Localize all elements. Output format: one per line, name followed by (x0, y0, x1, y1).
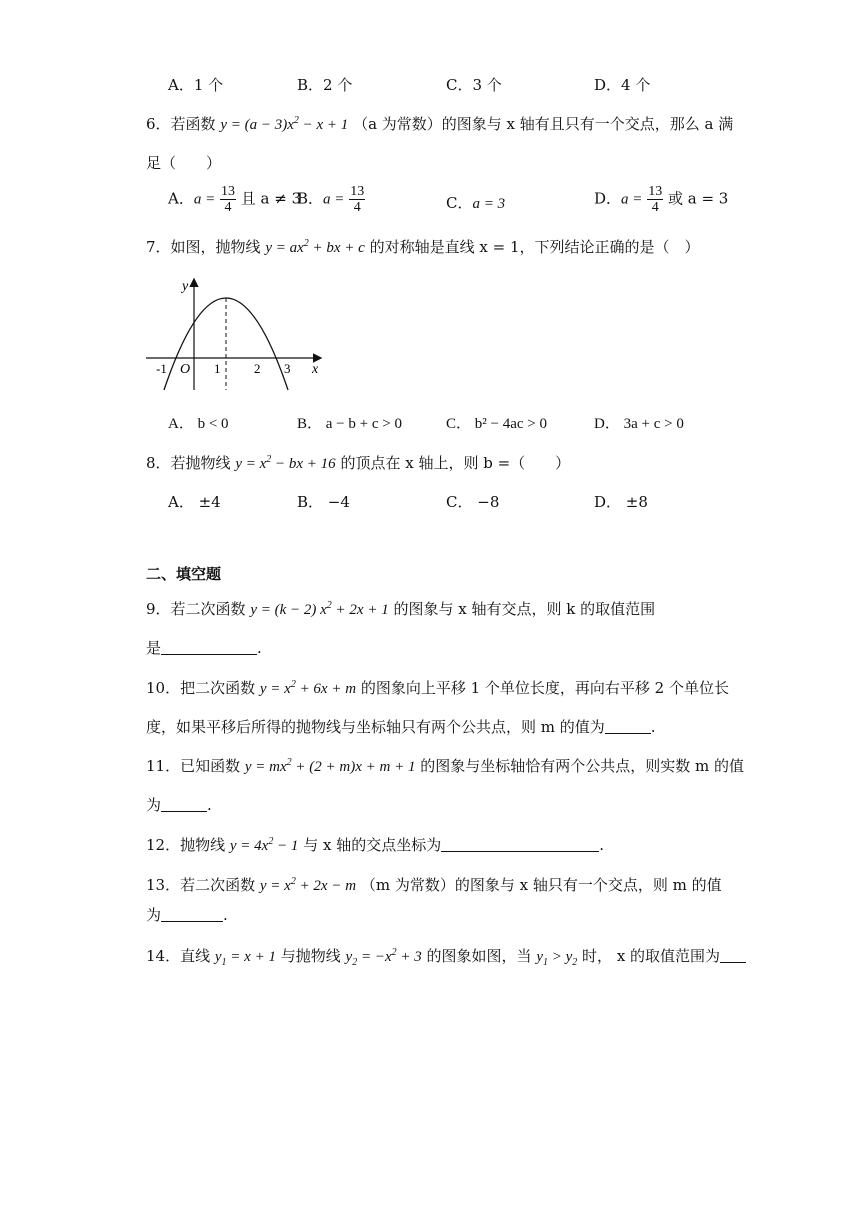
q9-answer-blank[interactable] (161, 640, 257, 655)
q12-stem: 12．抛物线 $y = 4x^2 - 1$ 与 x 轴的交点坐标为 . (146, 836, 604, 854)
q7-formula: $y = ax^2$ + bx + c (265, 238, 365, 256)
q5-option-c: C．3 个 (446, 76, 502, 94)
q9-suffix: 的图象与 x 轴有交点，则 k 的取值范围 (393, 600, 656, 618)
q6-option-a-condition: 且 a ≠ 3 (240, 189, 302, 208)
q6-option-d: D．a = $\frac{13}{4}$ 或 a = 3 (594, 184, 729, 215)
q14-stem (146, 945, 746, 968)
q8-option-a: A． ±4 (168, 493, 221, 511)
q13-stem-line2: 为 . (146, 906, 228, 924)
q8-option-d: D． ±8 (594, 493, 648, 511)
q6-suffix: （a 为常数）的图象与 x 轴有且只有一个交点，那么 a 满 (353, 115, 734, 133)
q11-line2-text: 为 (146, 796, 162, 814)
q10-prefix: 10．把二次函数 (146, 679, 256, 697)
q6-option-c (446, 192, 505, 213)
q6-option-a-label: A． (168, 189, 194, 208)
q9-stem-line1 (146, 598, 655, 619)
q14-suffix: 时， x 的取值范围为 (582, 947, 721, 965)
q14-mid2: 的图象如图，当 (426, 947, 532, 965)
q13-formula: $y = x^2 + 2x - m$ (259, 876, 357, 894)
graph-tick-1: 1 (214, 361, 221, 376)
q6-option-b-fraction: $\frac{13}{4}$ (350, 184, 365, 215)
q10-answer-blank[interactable] (605, 719, 651, 734)
q6-option-d-label: D． (594, 189, 622, 208)
q12-answer-blank[interactable] (441, 837, 599, 852)
q13-line2-text: 为 (146, 906, 162, 924)
q14-condition: $y_1 > y_2$ (536, 949, 578, 968)
q8-prefix: 8．若抛物线 (146, 454, 231, 472)
q6-option-b-label: B． (297, 189, 324, 208)
q7-prefix: 7．如图，抛物线 (146, 238, 261, 256)
q14-mid: 与抛物线 (280, 947, 341, 965)
q6-formula: $y = (a - 3)x^2 - x + 1$ (220, 115, 349, 133)
q13-suffix: （m 为常数）的图象与 x 轴只有一个交点，则 m 的值 (360, 876, 722, 894)
q7-option-a: A． b < 0 (168, 416, 229, 432)
q6-option-a-fraction: $\frac{13}{4}$ (221, 184, 235, 215)
q11-formula: $y = mx^2 + (2 + m)x + m + 1$ (244, 757, 416, 775)
q11-stem-line1 (146, 755, 744, 776)
q10-suffix: 的图象向上平移 1 个单位长度，再向右平移 2 个单位长 (360, 679, 729, 697)
q14-answer-blank[interactable] (720, 948, 746, 963)
q13-prefix: 13．若二次函数 (146, 876, 256, 894)
q10-line2-text: 度，如果平移后所得的抛物线与坐标轴只有两个公共点，则 m 的值为 (146, 718, 605, 736)
q12-prefix: 12．抛物线 (146, 836, 226, 854)
graph-origin-label: O (180, 362, 191, 377)
q9-line2-text: 是 (146, 639, 162, 657)
q5-option-d: D．4 个 (594, 76, 651, 94)
q7-stem (146, 236, 700, 257)
q8-option-c: C． −8 (446, 493, 500, 511)
section-title: 二、填空题 (146, 565, 222, 583)
q6-prefix: 6．若函数 (146, 115, 216, 133)
q14-formula-parabola: $y_2 = -x^2 + 3$ (345, 947, 422, 968)
q7-parabola-graph (140, 272, 340, 397)
q8-stem (146, 452, 570, 473)
q7-suffix: 的对称轴是直线 x = 1，下列结论正确的是（ ） (369, 238, 700, 256)
q8-option-b: B． −4 (297, 493, 350, 511)
graph-tick-2: 2 (254, 361, 261, 376)
q10-stem-line2: 度，如果平移后所得的抛物线与坐标轴只有两个公共点，则 m 的值为 . (146, 718, 656, 736)
q7-option-d: D． 3a + c > 0 (594, 416, 684, 432)
q12-suffix: 与 x 轴的交点坐标为 (303, 836, 442, 854)
q6-stem-line2: 足（ ） (146, 154, 222, 172)
q14-formula-line: $y_1 = x + 1$ (214, 949, 276, 968)
q5-option-b: B．2 个 (297, 76, 353, 94)
q5-option-a: A．1 个 (168, 76, 224, 94)
q13-answer-blank[interactable] (161, 907, 223, 922)
graph-tick-minus1: -1 (156, 361, 167, 376)
q11-suffix: 的图象与坐标轴恰有两个公共点，则实数 m 的值 (420, 757, 745, 775)
q11-prefix: 11．已知函数 (146, 757, 241, 775)
q7-option-b: B． a − b + c > 0 (297, 416, 402, 432)
q10-stem-line1 (146, 677, 729, 698)
q6-stem-line1 (146, 113, 733, 134)
q11-stem-line2: 为 . (146, 796, 212, 814)
q12-formula: $y = 4x^2 - 1$ (229, 836, 299, 854)
q7-option-c: C． b² − 4ac > 0 (446, 416, 547, 432)
q9-formula: y = (k − 2) $x^2 + 2x + 1$ (250, 600, 389, 618)
q6-option-d-fraction: $\frac{13}{4}$ (648, 184, 663, 215)
q13-stem-line1 (146, 874, 722, 895)
q11-answer-blank[interactable] (161, 797, 207, 812)
q6-option-b: B．a = $\frac{13}{4}$ (297, 184, 365, 215)
q6-option-d-tail: 或 a = 3 (667, 189, 729, 208)
q8-formula: $y = x^2$ − bx + 16 (235, 454, 336, 472)
graph-x-label: x (312, 362, 319, 377)
q6-option-c-label: C． (446, 194, 473, 212)
q8-suffix: 的顶点在 x 轴上，则 b =（ ） (340, 454, 571, 472)
q6-option-c-value: a = 3 (472, 196, 506, 212)
q14-prefix: 14．直线 (146, 947, 211, 965)
q10-formula: $y = x^2 + 6x + m$ (259, 679, 357, 697)
q9-prefix: 9．若二次函数 (146, 600, 246, 618)
graph-tick-3: 3 (284, 361, 291, 376)
q9-stem-line2: 是 . (146, 639, 262, 657)
graph-y-label: y (182, 279, 189, 294)
q6-option-a: A．a = $\frac{13}{4}$ 且 a ≠ 3 (168, 184, 302, 215)
